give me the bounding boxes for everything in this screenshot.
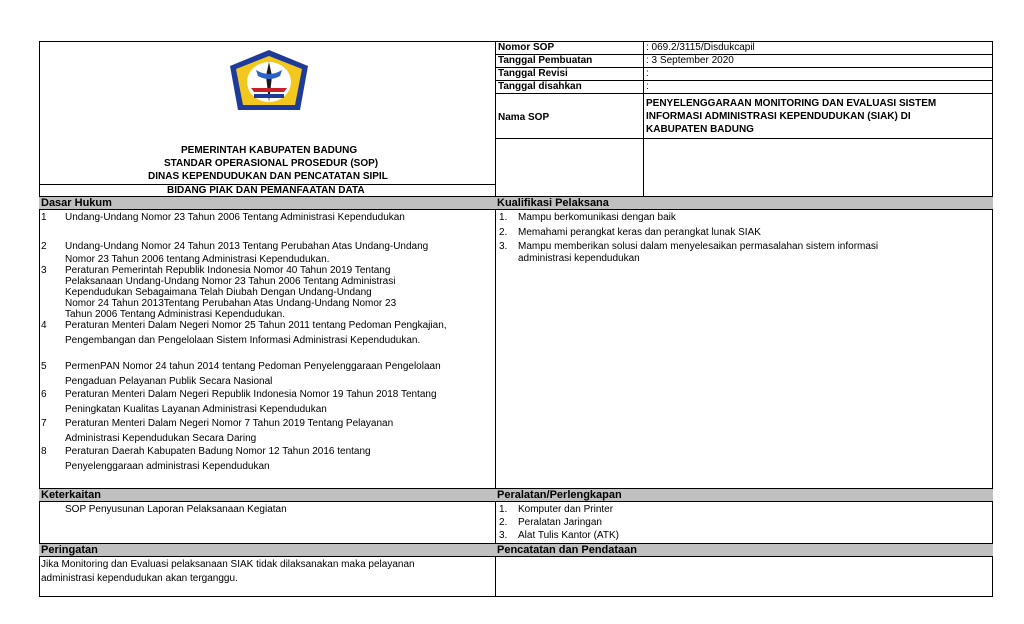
dasar-hukum-item-3-line-3: Kependudukan Sebagaimana Telah Diubah Dengan Undang-Undang (65, 287, 372, 298)
meta-label-tanggal-disahkan: Tanggal disahkan (498, 81, 582, 92)
peralatan-item-1-text: Komputer dan Printer (518, 504, 614, 515)
org-line-1: PEMERINTAH KABUPATEN BADUNG (181, 145, 358, 156)
meta-value-tanggal-revisi: : (646, 68, 649, 79)
keterkaitan-item-1: SOP Penyusunan Laporan Pelaksanaan Kegiatan (65, 504, 287, 515)
dasar-hukum-item-5-line-1: PermenPAN Nomor 24 tahun 2014 tentang Pedoman Penyelenggaraan Pengelolaan (65, 361, 441, 372)
dasar-hukum-item-6-no: 6 (41, 389, 47, 400)
kualifikasi-item-1-no: 1. (499, 212, 508, 223)
peralatan-item-1-no: 1. (499, 504, 508, 515)
dasar-hukum-item-2-no: 2 (41, 241, 47, 252)
dasar-hukum-item-7-line-2: Administrasi Kependudukan Secara Daring (65, 433, 257, 444)
peringatan-line-1: Jika Monitoring dan Evaluasi pelaksanaan SIAK tidak dilaksanakan maka pelayanan (41, 559, 415, 570)
dasar-hukum-item-3-line-1: Peraturan Pemerintah Republik Indonesia Nomor 40 Tahun 2019 Tentang (65, 265, 391, 276)
dasar-hukum-item-1-no: 1 (41, 212, 47, 223)
kualifikasi-item-3-no: 3. (499, 241, 508, 252)
peralatan-item-3-no: 3. (499, 530, 508, 541)
dasar-hukum-item-6-line-2: Peningkatan Kualitas Layanan Administrasi Kependudukan (65, 404, 327, 415)
dasar-hukum-item-5-no: 5 (41, 361, 47, 372)
kualifikasi-item-2-text: Memahami perangkat keras dan perangkat lunak SIAK (518, 227, 761, 238)
dasar-hukum-item-2-line-2: Nomor 23 Tahun 2006 tentang Administrasi Kependudukan. (65, 254, 330, 265)
org-line-3: DINAS KEPENDUDUKAN DAN PENCATATAN SIPIL (148, 171, 388, 182)
dasar-hukum-item-7-line-1: Peraturan Menteri Dalam Negeri Nomor 7 Tahun 2019 Tentang Pelayanan (65, 418, 394, 429)
peringatan-header: Peringatan (39, 543, 496, 557)
pencatatan-header: Pencatatan dan Pendataan (495, 543, 993, 557)
meta-label-tanggal-pembuatan: Tanggal Pembuatan (498, 55, 593, 66)
org-line-2: STANDAR OPERASIONAL PROSEDUR (SOP) (164, 158, 379, 169)
dasar-hukum-item-8-no: 8 (41, 446, 47, 457)
kualifikasi-item-3-line-2: administrasi kependudukan (518, 253, 640, 264)
peralatan-item-2-no: 2. (499, 517, 508, 528)
dasar-hukum-header: Dasar Hukum (39, 196, 496, 210)
dasar-hukum-item-5-line-2: Pengaduan Pelayanan Publik Secara Nasional (65, 376, 273, 387)
dasar-hukum-item-7-no: 7 (41, 418, 47, 429)
dasar-hukum-item-6-line-1: Peraturan Menteri Dalam Negeri Republik Indonesia Nomor 19 Tahun 2018 Tentang (65, 389, 437, 400)
meta-value-tanggal-pembuatan: : 3 September 2020 (646, 55, 734, 66)
meta-value-tanggal-disahkan: : (646, 81, 649, 92)
nama-sop-line-3: KABUPATEN BADUNG (646, 124, 754, 135)
meta-label-nomor-sop: Nomor SOP (498, 42, 555, 53)
keterkaitan-header: Keterkaitan (39, 488, 496, 502)
dasar-hukum-item-3-line-2: Pelaksanaan Undang-Undang Nomor 23 Tahun 2006 Tentang Administrasi (65, 276, 396, 287)
nama-sop-label: Nama SOP (498, 112, 550, 123)
dasar-hukum-item-4-line-1: Peraturan Menteri Dalam Negeri Nomor 25 Tahun 2011 tentang Pedoman Pengkajian, (65, 320, 447, 331)
peralatan-item-3-text: Alat Tulis Kantor (ATK) (518, 530, 619, 541)
kualifikasi-item-3-line-1: Mampu memberikan solusi dalam menyelesaikan permasalahan sistem informasi (518, 241, 879, 252)
kualifikasi-item-1-text: Mampu berkomunikasi dengan baik (518, 212, 676, 223)
dasar-hukum-item-3-line-5: Tahun 2006 Tentang Administrasi Kependudukan. (65, 309, 285, 320)
dasar-hukum-item-4-line-2: Pengembangan dan Pengelolaan Sistem Informasi Administrasi Kependudukan. (65, 335, 421, 346)
peralatan-header: Peralatan/Perlengkapan (495, 488, 993, 502)
nama-sop-line-2: INFORMASI ADMINISTRASI KEPENDUDUKAN (SIAK) DI (646, 111, 911, 122)
dasar-hukum-item-8-line-2: Penyelenggaraan administrasi Kependudukan (65, 461, 270, 472)
dasar-hukum-item-1-line-1: Undang-Undang Nomor 23 Tahun 2006 Tentang Administrasi Kependudukan (65, 212, 405, 223)
kualifikasi-header: Kualifikasi Pelaksana (495, 196, 993, 210)
dasar-hukum-item-3-no: 3 (41, 265, 47, 276)
peralatan-item-2-text: Peralatan Jaringan (518, 517, 602, 528)
dasar-hukum-item-2-line-1: Undang-Undang Nomor 24 Tahun 2013 Tentang Perubahan Atas Undang-Undang (65, 241, 429, 252)
regency-logo (226, 48, 312, 120)
meta-label-tanggal-revisi: Tanggal Revisi (498, 68, 568, 79)
dasar-hukum-item-3-line-4: Nomor 24 Tahun 2013Tentang Perubahan Atas Undang-Undang Nomor 23 (65, 298, 397, 309)
meta-value-nomor-sop: : 069.2/3115/Disdukcapil (646, 42, 755, 53)
dasar-hukum-item-8-line-1: Peraturan Daerah Kabupaten Badung Nomor 12 Tahun 2016 tentang (65, 446, 371, 457)
nama-sop-line-1: PENYELENGGARAAN MONITORING DAN EVALUASI SISTEM (646, 98, 937, 109)
peringatan-line-2: administrasi kependudukan akan terganggu. (41, 573, 238, 584)
kualifikasi-item-2-no: 2. (499, 227, 508, 238)
badung-regency-emblem-icon (226, 48, 312, 120)
org-line-4: BIDANG PIAK DAN PEMANFAATAN DATA (167, 185, 365, 196)
dasar-hukum-item-4-no: 4 (41, 320, 47, 331)
